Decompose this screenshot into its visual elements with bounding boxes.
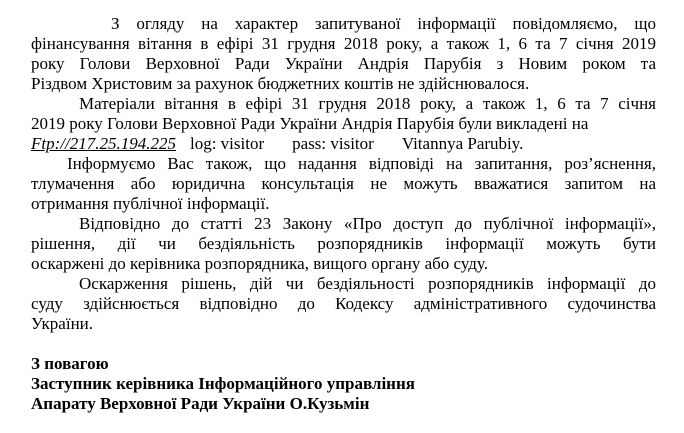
para1-line2: фінансування вітання в ефірі 31 грудня 2018 року, а також 1, 6 та 7 січня 2019: [31, 34, 656, 53]
ftp-link[interactable]: Ftp://217.25.194.225: [31, 134, 176, 153]
para1-line1: З огляду на характер запитуваної інформації повідомляємо, що: [111, 14, 656, 33]
signature-position-line2: Апарату Верховної Ради України О.Кузьмін: [31, 394, 370, 413]
letter-body: [31, 14, 656, 414]
para4-line2: рішення, дії чи бездіяльність розпорядників інформації можуть бути: [31, 234, 656, 253]
ftp-password: pass: visitor: [292, 134, 374, 153]
blank-line: [31, 334, 656, 354]
para4-line1: Відповідно до статті 23 Закону «Про доступ до публічної інформації»,: [79, 214, 656, 233]
para1-line3: року Голови Верховної Ради України Андрія Парубія з Новим роком та: [31, 54, 656, 73]
para1-line4: Різдвом Христовим за рахунок бюджетних коштів не здійснювалося.: [31, 74, 530, 93]
para5-line2: суду здійснюється відповідно до Кодексу адміністративного судочинства: [31, 294, 656, 313]
para4-line3: оскаржені до керівника розпорядника, вищого органу або суду.: [31, 254, 488, 273]
ftp-folder: Vitannya Parubiy.: [401, 134, 524, 153]
para2-line1: Матеріали вітання в ефірі 31 грудня 2018 року, а також 1, 6 та 7 січня: [79, 94, 656, 113]
para5-line1: Оскарження рішень, дій чи бездіяльності розпорядників інформації до: [79, 274, 656, 293]
ftp-login: log: visitor: [189, 134, 265, 153]
para3-line3: отримання публічної інформації.: [31, 194, 270, 213]
para3-line2: тлумачення або юридична консультація не можуть вважатися запитом на: [31, 174, 656, 193]
para2-line3: [31, 134, 656, 154]
para2-line2: 2019 року Голови Верховної Ради України Андрія Парубія були викладені на: [31, 114, 589, 133]
para3-line1: Інформуємо Вас також, що надання відповіді на запитання, роз’яснення,: [67, 154, 656, 173]
signature-position-line1: Заступник керівника Інформаційного управління: [31, 374, 415, 393]
para5-line3: України.: [31, 314, 94, 333]
signature-greeting: З повагою: [31, 354, 109, 373]
